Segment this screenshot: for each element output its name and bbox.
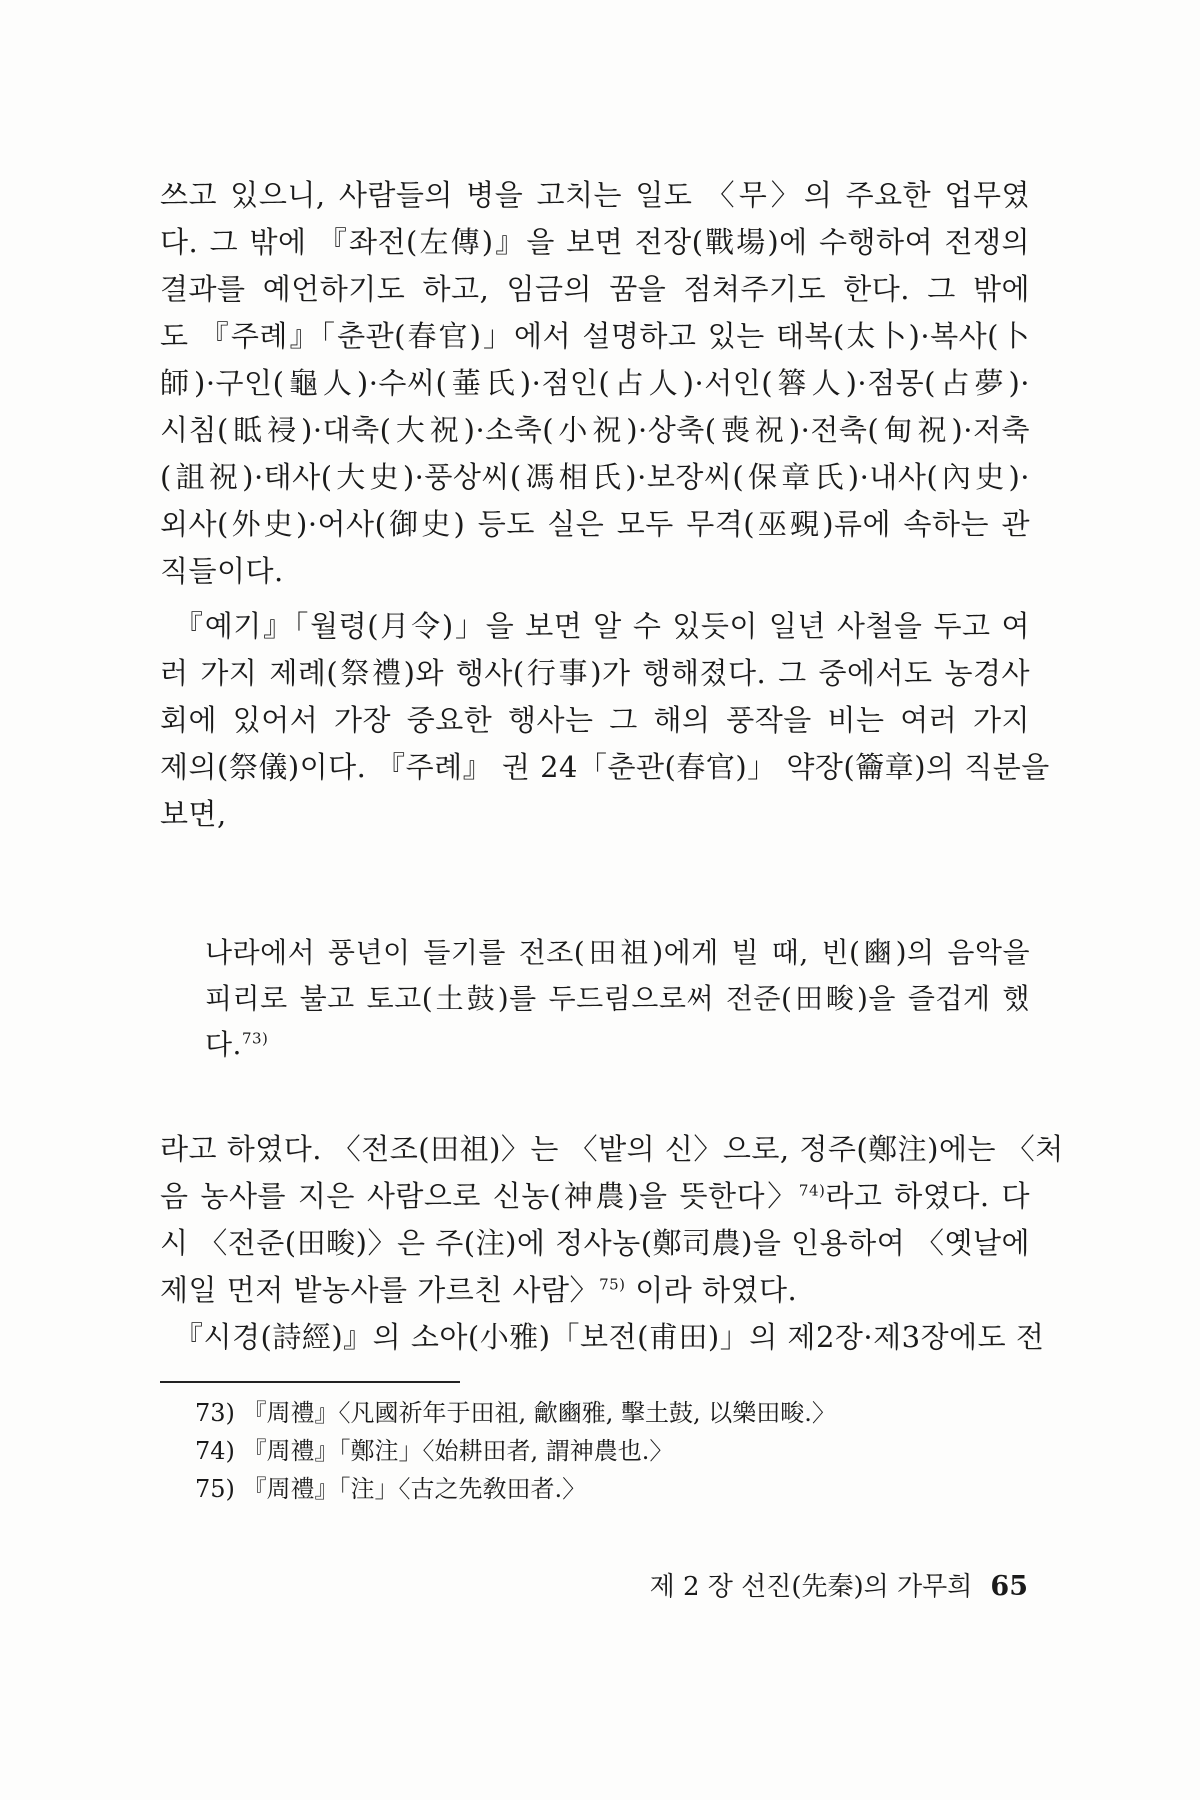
footnotes (195, 1394, 895, 1508)
footnote: 73) 『周禮』〈凡國祈年于田祖, 龡豳雅, 擊土鼓, 以樂田畯.〉 (195, 1399, 836, 1427)
text-line: 師)·구인(龜人)·수씨(菙氏)·점인(占人)·서인(簭人)·점몽(占夢)· (160, 366, 1030, 400)
text-line (160, 1267, 1030, 1314)
quote-line (205, 1022, 1030, 1068)
text-span: 음 농사를 지은 사람으로 신농(神農)을 뜻한다〉 (160, 1179, 799, 1213)
text-line: 『시경(詩經)』의 소아(小雅)「보전(甫田)」의 제2장·제3장에도 전 (174, 1320, 1045, 1354)
text-line: 제의(祭儀)이다. 『주례』 권 24「춘관(春官)」 약장(籥章)의 직분을 (160, 750, 1050, 784)
text-line: 시침(眡祲)·대축(大祝)·소축(小祝)·상축(喪祝)·전축(甸祝)·저축 (160, 413, 1030, 447)
text-line: 회에 있어서 가장 중요한 행사는 그 해의 풍작을 비는 여러 가지 (160, 703, 1030, 737)
page-number: 65 (990, 1571, 1028, 1602)
quote-text: 다. (205, 1028, 242, 1061)
text-line: 직들이다. (160, 554, 284, 588)
text-line: 라고 하였다. 〈전조(田祖)〉는 〈밭의 신〉으로, 정주(鄭注)에는 〈처 (160, 1132, 1064, 1166)
running-footer (650, 1566, 1028, 1603)
text-line: 쓰고 있으니, 사람들의 병을 고치는 일도 〈무〉의 주요한 업무였 (160, 178, 1030, 212)
main-paragraphs (160, 172, 1050, 838)
chapter-title: 제 2 장 선진(先秦)의 가무희 (649, 1572, 973, 1602)
footnote: 74) 『周禮』「鄭注」〈始耕田者, 謂神農也.〉 (195, 1437, 674, 1465)
quote-line: 나라에서 풍년이 들기를 전조(田祖)에게 빌 때, 빈(豳)의 음악을 (205, 936, 1030, 969)
text-line: 『예기』「월령(月令)」을 보면 알 수 있듯이 일년 사철을 두고 여 (174, 609, 1030, 643)
text-line: 다. 그 밖에 『좌전(左傳)』을 보면 전장(戰場)에 수행하여 전쟁의 (160, 225, 1030, 259)
footnote: 75) 『周禮』「注」〈古之先敎田者.〉 (195, 1475, 587, 1503)
text-span: 라고 하였다. 다 (825, 1179, 1030, 1213)
block-quote (205, 930, 1030, 1068)
footnote-divider (160, 1381, 460, 1383)
text-line: 외사(外史)·어사(御史) 등도 실은 모두 무격(巫覡)류에 속하는 관 (160, 507, 1030, 541)
after-quote-paragraph (160, 1126, 1064, 1361)
text-line: 보면, (160, 797, 227, 831)
text-line: 결과를 예언하기도 하고, 임금의 꿈을 점쳐주기도 한다. 그 밖에 (160, 272, 1030, 306)
text-line (160, 1173, 1030, 1220)
footnote-ref: 73) (241, 1029, 269, 1048)
text-line: 러 가지 제례(祭禮)와 행사(行事)가 행해졌다. 그 중에서도 농경사 (160, 656, 1030, 690)
text-line: 도 『주례』「춘관(春官)」에서 설명하고 있는 태복(太卜)·복사(卜 (160, 319, 1030, 353)
text-line: (詛祝)·태사(大史)·풍상씨(馮相氏)·보장씨(保章氏)·내사(內史)· (160, 460, 1030, 494)
text-line: 시 〈전준(田畯)〉은 주(注)에 정사농(鄭司農)을 인용하여 〈옛날에 (160, 1226, 1030, 1260)
footnote-ref: 75) (599, 1275, 626, 1294)
quote-line: 피리로 불고 토고(土鼓)를 두드림으로써 전준(田畯)을 즐겁게 했 (205, 982, 1030, 1015)
text-span: 제일 먼저 밭농사를 가르친 사람〉 (160, 1273, 600, 1307)
text-span: 이라 하였다. (625, 1273, 798, 1307)
footnote-ref: 74) (798, 1181, 826, 1200)
